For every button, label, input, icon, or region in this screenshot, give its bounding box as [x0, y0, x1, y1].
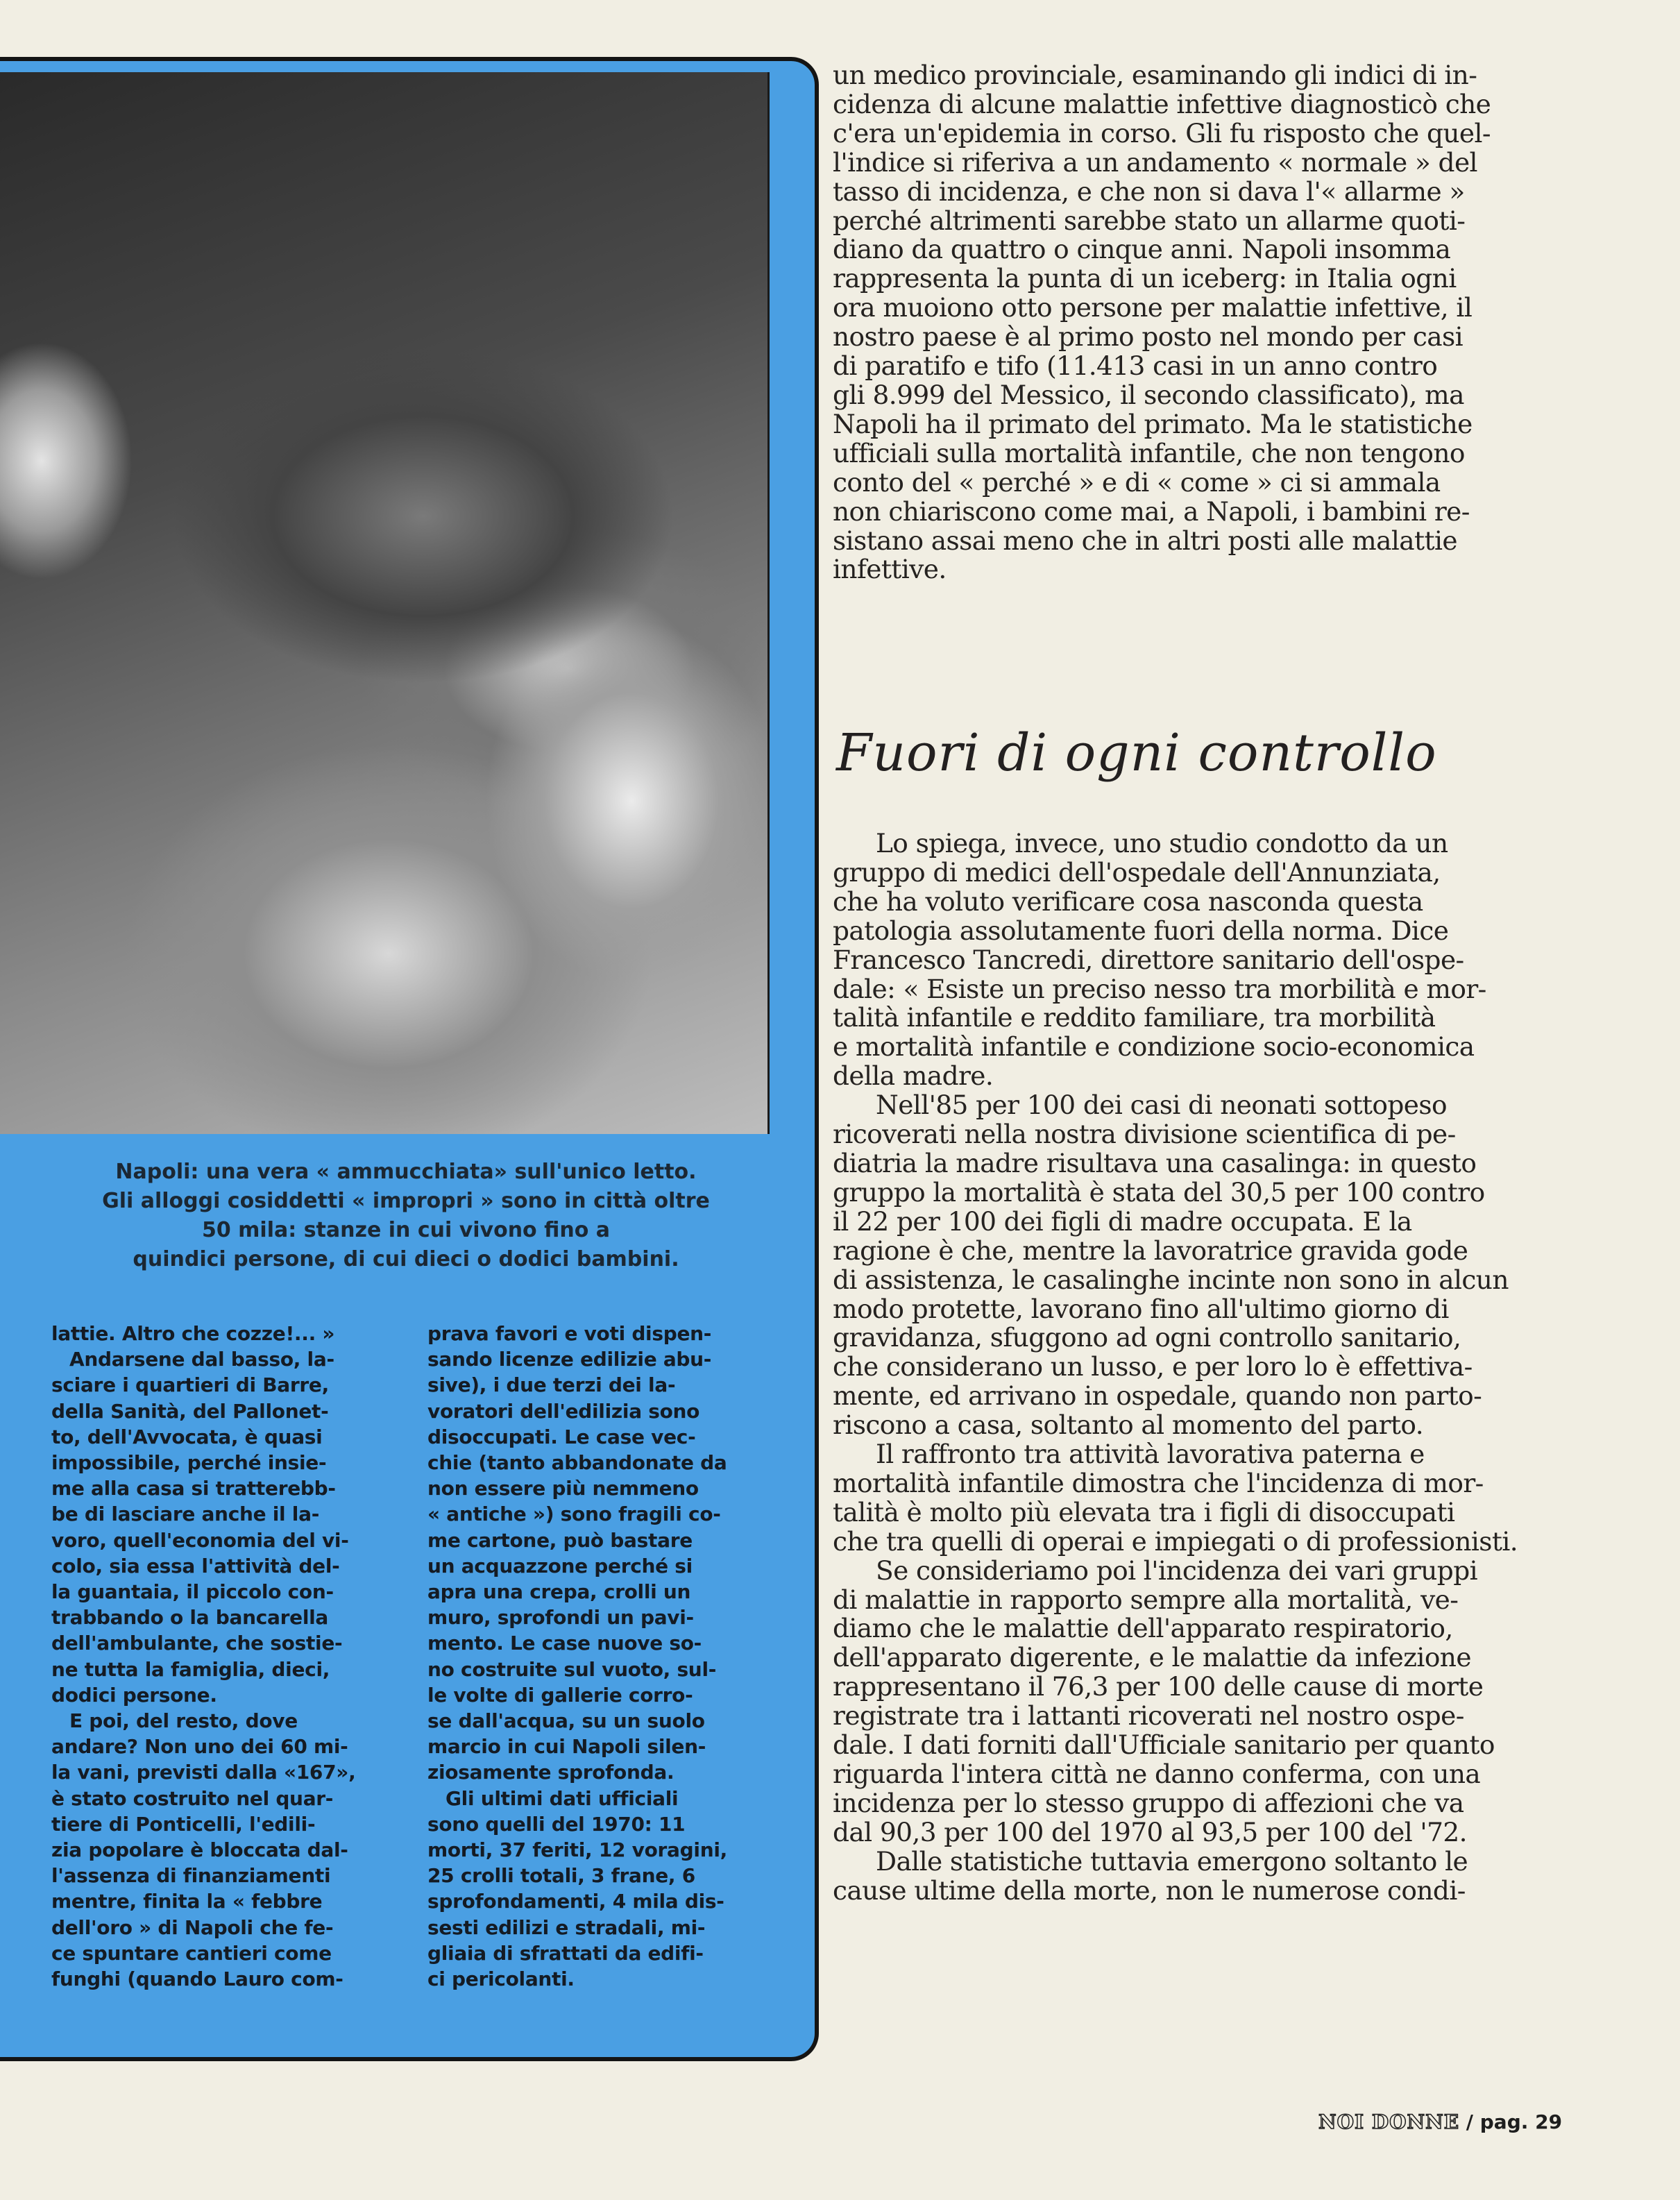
article-line: che ha voluto verificare cosa nasconda questa [833, 887, 1423, 917]
article-line: nostro paese è al primo posto nel mondo per casi [833, 323, 1463, 353]
section-heading: Fuori di ogni controllo [836, 723, 1437, 783]
box-column-2 [427, 1321, 767, 1992]
box-line: be di lasciare anche il la- [51, 1503, 320, 1526]
article-line: cidenza di alcune malattie infettive diagnosticò che [833, 90, 1491, 119]
box-line: gliaia di sfrattati da edifi- [427, 1941, 704, 1965]
article-line: il 22 per 100 dei figli di madre occupata. E la [833, 1207, 1412, 1237]
box-line: E poi, del resto, dove [69, 1709, 298, 1733]
article-line: gravidanza, sfuggono ad ogni controllo sanitario, [833, 1323, 1461, 1353]
article-line: talità infantile e reddito familiare, tra morbilità [833, 1004, 1436, 1033]
article-line: diamo che le malattie dell'apparato respiratorio, [833, 1614, 1453, 1644]
box-line: voro, quell'economia del vi- [51, 1528, 349, 1552]
box-line: trabbando o la bancarella [51, 1606, 329, 1630]
article-line: talità è molto più elevata tra i figli di disoccupati [833, 1498, 1455, 1528]
article-line: non chiariscono come mai, a Napoli, i bambini re- [833, 497, 1470, 527]
article-line: tasso di incidenza, e che non si dava l'« allarme » [833, 177, 1465, 207]
box-line: voratori dell'edilizia sono [427, 1399, 700, 1423]
article-line: patologia assolutamente fuori della norma. Dice [833, 916, 1449, 946]
article-line: riscono a casa, soltanto al momento del parto. [833, 1411, 1424, 1441]
box-line: sciare i quartieri di Barre, [51, 1373, 329, 1397]
box-line: è stato costruito nel quar- [51, 1786, 334, 1810]
article-line: dell'apparato digerente, e le malattie da infezione [833, 1643, 1471, 1673]
photo-caption [0, 1158, 812, 1274]
article-line: rappresentano il 76,3 per 100 delle cause di morte [833, 1673, 1484, 1702]
article-line: di malattie in rapporto sempre alla mortalità, ve- [833, 1585, 1459, 1615]
article-line: conto del « perché » e di « come » ci si ammala [833, 468, 1441, 498]
article-line: Se consideriamo poi l'incidenza dei vari gruppi [876, 1556, 1478, 1586]
magazine-brand: NOI DONNE [1318, 2110, 1460, 2133]
article-line: di assistenza, le casalinghe incinte non sono in alcun [833, 1265, 1509, 1295]
box-line: sprofondamenti, 4 mila dis- [427, 1890, 724, 1913]
article-line: dale: « Esiste un preciso nesso tra morbilità e mor- [833, 974, 1486, 1004]
article-line: ricoverati nella nostra divisione scientifica di pe- [833, 1120, 1456, 1149]
box-line: morti, 37 feriti, 12 voragini, [427, 1838, 727, 1862]
box-line: non essere più nemmeno [427, 1477, 699, 1500]
page-number: / pag. 29 [1466, 2110, 1563, 2133]
article-line: c'era un'epidemia in corso. Gli fu risposto che quel- [833, 119, 1491, 149]
box-line: dodici persone. [51, 1683, 217, 1707]
caption-line: Napoli: una vera « ammucchiata» sull'unico letto. [115, 1160, 697, 1184]
box-line: funghi (quando Lauro com- [51, 1968, 343, 1991]
article-line: cause ultime della morte, non le numerose condi- [833, 1876, 1466, 1906]
article-line: registrate tra i lattanti ricoverati nel nostro ospe- [833, 1702, 1464, 1732]
article-line: infettive. [833, 555, 947, 585]
box-line: marcio in cui Napoli silen- [427, 1735, 706, 1759]
article-line: gruppo la mortalità è stata del 30,5 per 100 contro [833, 1178, 1485, 1208]
box-line: 25 crolli totali, 3 frane, 6 [427, 1864, 695, 1888]
box-line: me alla casa si tratterebb- [51, 1477, 336, 1500]
box-line: dell'ambulante, che sostie- [51, 1632, 343, 1655]
article-line: rappresenta la punta di un iceberg: in Italia ogni [833, 264, 1457, 294]
article-line: diano da quattro o cinque anni. Napoli insomma [833, 235, 1451, 265]
box-line: apra una crepa, crolli un [427, 1580, 691, 1604]
article-line: riguarda l'intera città ne danno conferma, con una [833, 1760, 1481, 1789]
box-line: zia popolare è bloccata dal- [51, 1838, 348, 1862]
box-line: un acquazzone perché si [427, 1554, 693, 1577]
article-line: l'indice si riferiva a un andamento « normale » del [833, 148, 1477, 178]
article-line: mente, ed arrivano in ospedale, quando non parto- [833, 1382, 1482, 1412]
article-line: ora muoiono otto persone per malattie infettive, il [833, 294, 1473, 323]
article-line: di paratifo e tifo (11.413 casi in un anno contro [833, 352, 1438, 381]
article-line: diatria la madre risultava una casalinga: in questo [833, 1149, 1477, 1178]
sidebar-box [0, 57, 819, 2061]
article-line: ragione è che, mentre la lavoratrice gravida gode [833, 1236, 1468, 1266]
box-line: colo, sia essa l'attività del- [51, 1554, 340, 1577]
article-line: e mortalità infantile e condizione socio-economica [833, 1033, 1475, 1063]
article-line: dal 90,3 per 100 del 1970 al 93,5 per 100 del '72. [833, 1818, 1467, 1847]
box-line: ziosamente sprofonda. [427, 1761, 674, 1784]
box-line: se dall'acqua, su un suolo [427, 1709, 705, 1733]
box-line: andare? Non uno dei 60 mi- [51, 1735, 348, 1759]
caption-line: quindici persone, di cui dieci o dodici bambini. [133, 1247, 679, 1271]
box-line: Andarsene dal basso, la- [69, 1348, 334, 1371]
photo-children-bed [0, 72, 770, 1134]
box-line: impossibile, perché insie- [51, 1451, 327, 1475]
box-column-1 [51, 1321, 396, 1992]
box-line: to, dell'Avvocata, è quasi [51, 1425, 323, 1448]
box-line: della Sanità, del Pallonet- [51, 1399, 329, 1423]
article-line: un medico provinciale, esaminando gli indici di in- [833, 61, 1477, 90]
box-line: Gli ultimi dati ufficiali [446, 1786, 679, 1810]
caption-line: 50 mila: stanze in cui vivono fino a [201, 1218, 611, 1242]
box-line: sono quelli del 1970: 11 [427, 1812, 686, 1836]
box-line: tiere di Ponticelli, l'edili- [51, 1812, 316, 1836]
box-line: ce spuntare cantieri come [51, 1941, 332, 1965]
box-line: me cartone, può bastare [427, 1528, 693, 1552]
box-line: disoccupati. Le case vec- [427, 1425, 696, 1448]
box-line: le volte di gallerie corro- [427, 1683, 693, 1707]
box-line: l'assenza di finanziamenti [51, 1864, 331, 1888]
article-line: che considerano un lusso, e per loro lo è effettiva- [833, 1353, 1473, 1382]
article-line: mortalità infantile dimostra che l'incidenza di mor- [833, 1469, 1484, 1498]
page-footer [1318, 2108, 1596, 2136]
box-line: la vani, previsti dalla «167», [51, 1761, 356, 1784]
box-line: muro, sprofondi un pavi- [427, 1606, 694, 1630]
article-line: Dalle statistiche tuttavia emergono soltanto le [876, 1847, 1468, 1877]
article-line: perché altrimenti sarebbe stato un allarme quoti- [833, 206, 1466, 236]
article-line: gruppo di medici dell'ospedale dell'Annunziata, [833, 858, 1441, 888]
article-line: Lo spiega, invece, uno studio condotto da un [876, 829, 1448, 858]
article-line: Nell'85 per 100 dei casi di neonati sottopeso [876, 1091, 1447, 1121]
box-line: no costruite sul vuoto, sul- [427, 1657, 717, 1681]
box-line: mento. Le case nuove so- [427, 1632, 702, 1655]
article-line: gli 8.999 del Messico, il secondo classificato), ma [833, 380, 1464, 410]
box-line: chie (tanto abbandonate da [427, 1451, 727, 1475]
article-line: ufficiali sulla mortalità infantile, che non tengono [833, 439, 1465, 468]
article-column-top [833, 61, 1590, 584]
caption-line: Gli alloggi cosiddetti « impropri » sono in città oltre [102, 1189, 710, 1213]
article-line: Napoli ha il primato del primato. Ma le statistiche [833, 409, 1473, 439]
article-line: Francesco Tancredi, direttore sanitario dell'ospe- [833, 945, 1464, 975]
article-line: Il raffronto tra attività lavorativa paterna e [876, 1440, 1425, 1469]
box-line: ci pericolanti. [427, 1968, 575, 1991]
box-line: prava favori e voti dispen- [427, 1322, 712, 1345]
article-line: sistano assai meno che in altri posti alle malattie [833, 526, 1457, 556]
article-line: che tra quelli di operai e impiegati o di professionisti. [833, 1527, 1518, 1557]
article-line: dale. I dati forniti dall'Ufficiale sanitario per quanto [833, 1731, 1495, 1760]
box-line: mentre, finita la « febbre [51, 1890, 323, 1913]
article-column-bottom [833, 829, 1590, 1906]
box-line: « antiche ») sono fragili co- [427, 1503, 721, 1526]
article-line: modo protette, lavorano fino all'ultimo giorno di [833, 1294, 1449, 1324]
box-line: sive), i due terzi dei la- [427, 1373, 676, 1397]
box-line: dell'oro » di Napoli che fe- [51, 1915, 334, 1939]
box-line: ne tutta la famiglia, dieci, [51, 1657, 330, 1681]
box-line: sando licenze edilizie abu- [427, 1348, 712, 1371]
box-line: la guantaia, il piccolo con- [51, 1580, 334, 1604]
article-line: della madre. [833, 1062, 994, 1092]
box-line: sesti edilizi e stradali, mi- [427, 1915, 706, 1939]
article-line: incidenza per lo stesso gruppo di affezioni che va [833, 1788, 1464, 1818]
box-line: lattie. Altro che cozze!... » [51, 1322, 335, 1345]
